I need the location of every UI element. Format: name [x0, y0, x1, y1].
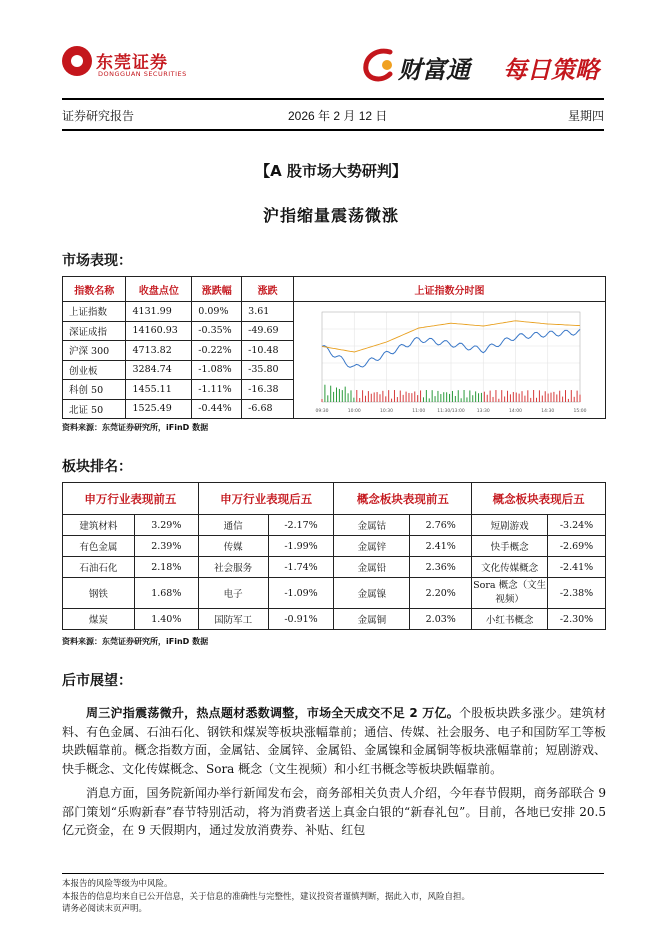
report-type: 证券研究报告 — [62, 109, 135, 123]
index-change: -16.38 — [242, 380, 294, 400]
sector-pct: -1.74% — [268, 557, 334, 578]
outlook-lead: 周三沪指震荡微升，热点题材悉数调整，市场全天成交不足 2 万亿。 — [86, 706, 460, 720]
index-close: 1525.49 — [126, 399, 192, 419]
sectors-header-row — [63, 483, 606, 515]
index-pct: -0.35% — [192, 321, 242, 341]
footer-info-note: 本报告的信息均来自已公开信息，关于信息的准确性与完整性，建议投资者谨慎判断，据此入市，风险自担。 — [62, 891, 471, 902]
sector-pct: -0.91% — [268, 609, 334, 630]
concept-name: 小红书概念 — [472, 609, 548, 630]
concept-pct: -2.41% — [548, 557, 606, 578]
concept-name: Sora 概念（文生视频） — [472, 578, 548, 609]
market-col-close: 收盘点位 — [126, 277, 192, 302]
sector-name: 传媒 — [198, 536, 268, 557]
concept-pct: 2.36% — [410, 557, 472, 578]
dongguan-logo-icon — [62, 46, 92, 76]
sw-bottom5-header: 申万行业表现后五 — [198, 483, 334, 515]
index-pct: -1.08% — [192, 360, 242, 380]
market-col-name: 指数名称 — [63, 277, 126, 302]
dongguan-securities-logo — [62, 46, 202, 82]
footer-risk-level: 本报告的风险等级为中风险。 — [62, 879, 173, 889]
chart-x-tick-label: 14:00 — [508, 409, 522, 414]
chart-x-tick-label: 14:30 — [541, 409, 555, 414]
concept-name: 金属锌 — [334, 536, 410, 557]
table-row — [63, 557, 606, 578]
report-date: 2026 年 2 月 12 日 — [288, 109, 388, 123]
outlook-p1-rest: 个股板块跌多涨少。建筑材料、有色金属、石油石化、钢铁和煤炭等板块涨幅靠前；通信、传媒、社会服务、电子和国防军工等板块跌幅靠前。概念指数方面，金属钴、金属锌、金属铅、金属镍和金属铜等板块涨幅靠前；短剧游戏、快手概念、文化传媒概念、Sora 概念（文生视频）和小红书概念等板块跌幅靠前。 — [62, 706, 606, 776]
table-row — [63, 515, 606, 536]
caifutong-swoosh-icon — [360, 46, 400, 84]
sector-name: 石油石化 — [63, 557, 135, 578]
index-pct: 0.09% — [192, 302, 242, 322]
sector-name: 通信 — [198, 515, 268, 536]
index-pct: -0.44% — [192, 399, 242, 419]
index-name: 科创 50 — [63, 380, 126, 400]
footer-rule — [62, 873, 604, 874]
index-name: 沪深 300 — [63, 341, 126, 361]
sector-pct: 1.40% — [134, 609, 198, 630]
index-change: 3.61 — [242, 302, 294, 322]
index-pct: -0.22% — [192, 341, 242, 361]
sector-pct: -2.17% — [268, 515, 334, 536]
market-table — [62, 276, 606, 419]
brand-name-cn: 东莞证券 — [96, 53, 168, 73]
outlook-paragraph-1 — [62, 704, 606, 778]
concept-top5-header: 概念板块表现前五 — [334, 483, 472, 515]
chart-x-tick-label: 10:00 — [347, 409, 361, 414]
concept-name: 金属镍 — [334, 578, 410, 609]
index-change: -35.80 — [242, 360, 294, 380]
chart-title: 上证指数分时图 — [293, 277, 605, 302]
product-name: 财富通 — [398, 55, 470, 84]
footer-disclaimer — [62, 878, 470, 916]
sector-pct: 3.29% — [134, 515, 198, 536]
market-source: 资料来源：东莞证券研究所，iFinD 数据 — [62, 423, 209, 432]
report-title: 【A 股市场大势研判】 — [255, 162, 407, 180]
sector-name: 国防军工 — [198, 609, 268, 630]
concept-name: 金属铜 — [334, 609, 410, 630]
market-col-pct: 涨跌幅 — [192, 277, 242, 302]
concept-pct: 2.03% — [410, 609, 472, 630]
table-row — [63, 578, 606, 609]
outlook-heading: 后市展望： — [62, 673, 132, 689]
sector-name: 建筑材料 — [63, 515, 135, 536]
concept-pct: 2.20% — [410, 578, 472, 609]
header-rule-top — [62, 98, 604, 100]
index-close: 4131.99 — [126, 302, 192, 322]
outlook-paragraph-2: 消息方面，国务院新闻办举行新闻发布会，商务部相关负责人介绍，今年春节假期，商务部联合 9 部门策划“乐购新春”春节特别活动，将为消费者送上真金白银的“新春礼包”。目前，各地已安排 20.5 亿元资金，在 9 天假期内，通过发放消费券、补贴、红包 — [62, 786, 606, 837]
index-close: 4713.82 — [126, 341, 192, 361]
concept-name: 金属铅 — [334, 557, 410, 578]
index-name: 北证 50 — [63, 399, 126, 419]
chart-x-tick-label: 13:30 — [476, 409, 490, 414]
brand-name-en: DONGGUAN SECURITIES — [98, 70, 187, 78]
index-change: -6.68 — [242, 399, 294, 419]
report-subtitle: 沪指缩量震荡微涨 — [262, 206, 399, 225]
product-series: 每日策略 — [503, 56, 599, 84]
footer-read-note: 请务必阅读末页声明。 — [62, 904, 148, 914]
table-row — [63, 536, 606, 557]
index-close: 3284.74 — [126, 360, 192, 380]
index-name: 创业板 — [63, 360, 126, 380]
concept-pct: -2.38% — [548, 578, 606, 609]
market-header-row — [63, 277, 606, 302]
caifutong-logo — [360, 44, 600, 90]
concept-pct: -3.24% — [548, 515, 606, 536]
chart-x-tick-label: 09:30 — [315, 409, 329, 414]
sector-pct: 2.18% — [134, 557, 198, 578]
index-close: 14160.93 — [126, 321, 192, 341]
chart-x-tick-label: 15:00 — [573, 409, 587, 414]
sector-name: 钢铁 — [63, 578, 135, 609]
market-col-change: 涨跌 — [242, 277, 294, 302]
outlook-body — [62, 704, 606, 846]
sector-name: 煤炭 — [63, 609, 135, 630]
sector-name: 电子 — [198, 578, 268, 609]
index-close: 1455.11 — [126, 380, 192, 400]
table-row — [63, 302, 606, 322]
concept-pct: 2.76% — [410, 515, 472, 536]
concept-bottom5-header: 概念板块表现后五 — [472, 483, 606, 515]
sector-pct: 1.68% — [134, 578, 198, 609]
sector-pct: -1.09% — [268, 578, 334, 609]
sectors-heading: 板块排名： — [62, 459, 132, 475]
report-weekday: 星期四 — [567, 109, 604, 123]
concept-pct: -2.69% — [548, 536, 606, 557]
index-change: -49.69 — [242, 321, 294, 341]
chart-x-tick-label: 11:00 — [412, 409, 426, 414]
sw-top5-header: 申万行业表现前五 — [63, 483, 199, 515]
report-subheader — [62, 107, 604, 127]
market-heading: 市场表现： — [62, 253, 132, 269]
table-row — [63, 609, 606, 630]
concept-pct: -2.30% — [548, 609, 606, 630]
concept-name: 短剧游戏 — [472, 515, 548, 536]
concept-name: 快手概念 — [472, 536, 548, 557]
concept-name: 金属钴 — [334, 515, 410, 536]
sector-pct: -1.99% — [268, 536, 334, 557]
header-rule-bottom — [62, 129, 604, 131]
sector-name: 社会服务 — [198, 557, 268, 578]
chart-x-tick-label: 10:30 — [379, 409, 393, 414]
index-name: 上证指数 — [63, 302, 126, 322]
concept-pct: 2.41% — [410, 536, 472, 557]
index-pct: -1.11% — [192, 380, 242, 400]
sectors-source: 资料来源：东莞证券研究所，iFinD 数据 — [62, 637, 209, 646]
sectors-table — [62, 482, 606, 630]
sector-name: 有色金属 — [63, 536, 135, 557]
chart-x-tick-label: 11:30/13:00 — [437, 409, 465, 414]
concept-name: 文化传媒概念 — [472, 557, 548, 578]
sector-pct: 2.39% — [134, 536, 198, 557]
index-change: -10.48 — [242, 341, 294, 361]
intraday-chart-cell — [293, 302, 605, 419]
index-name: 深证成指 — [63, 321, 126, 341]
intraday-chart — [294, 302, 604, 414]
